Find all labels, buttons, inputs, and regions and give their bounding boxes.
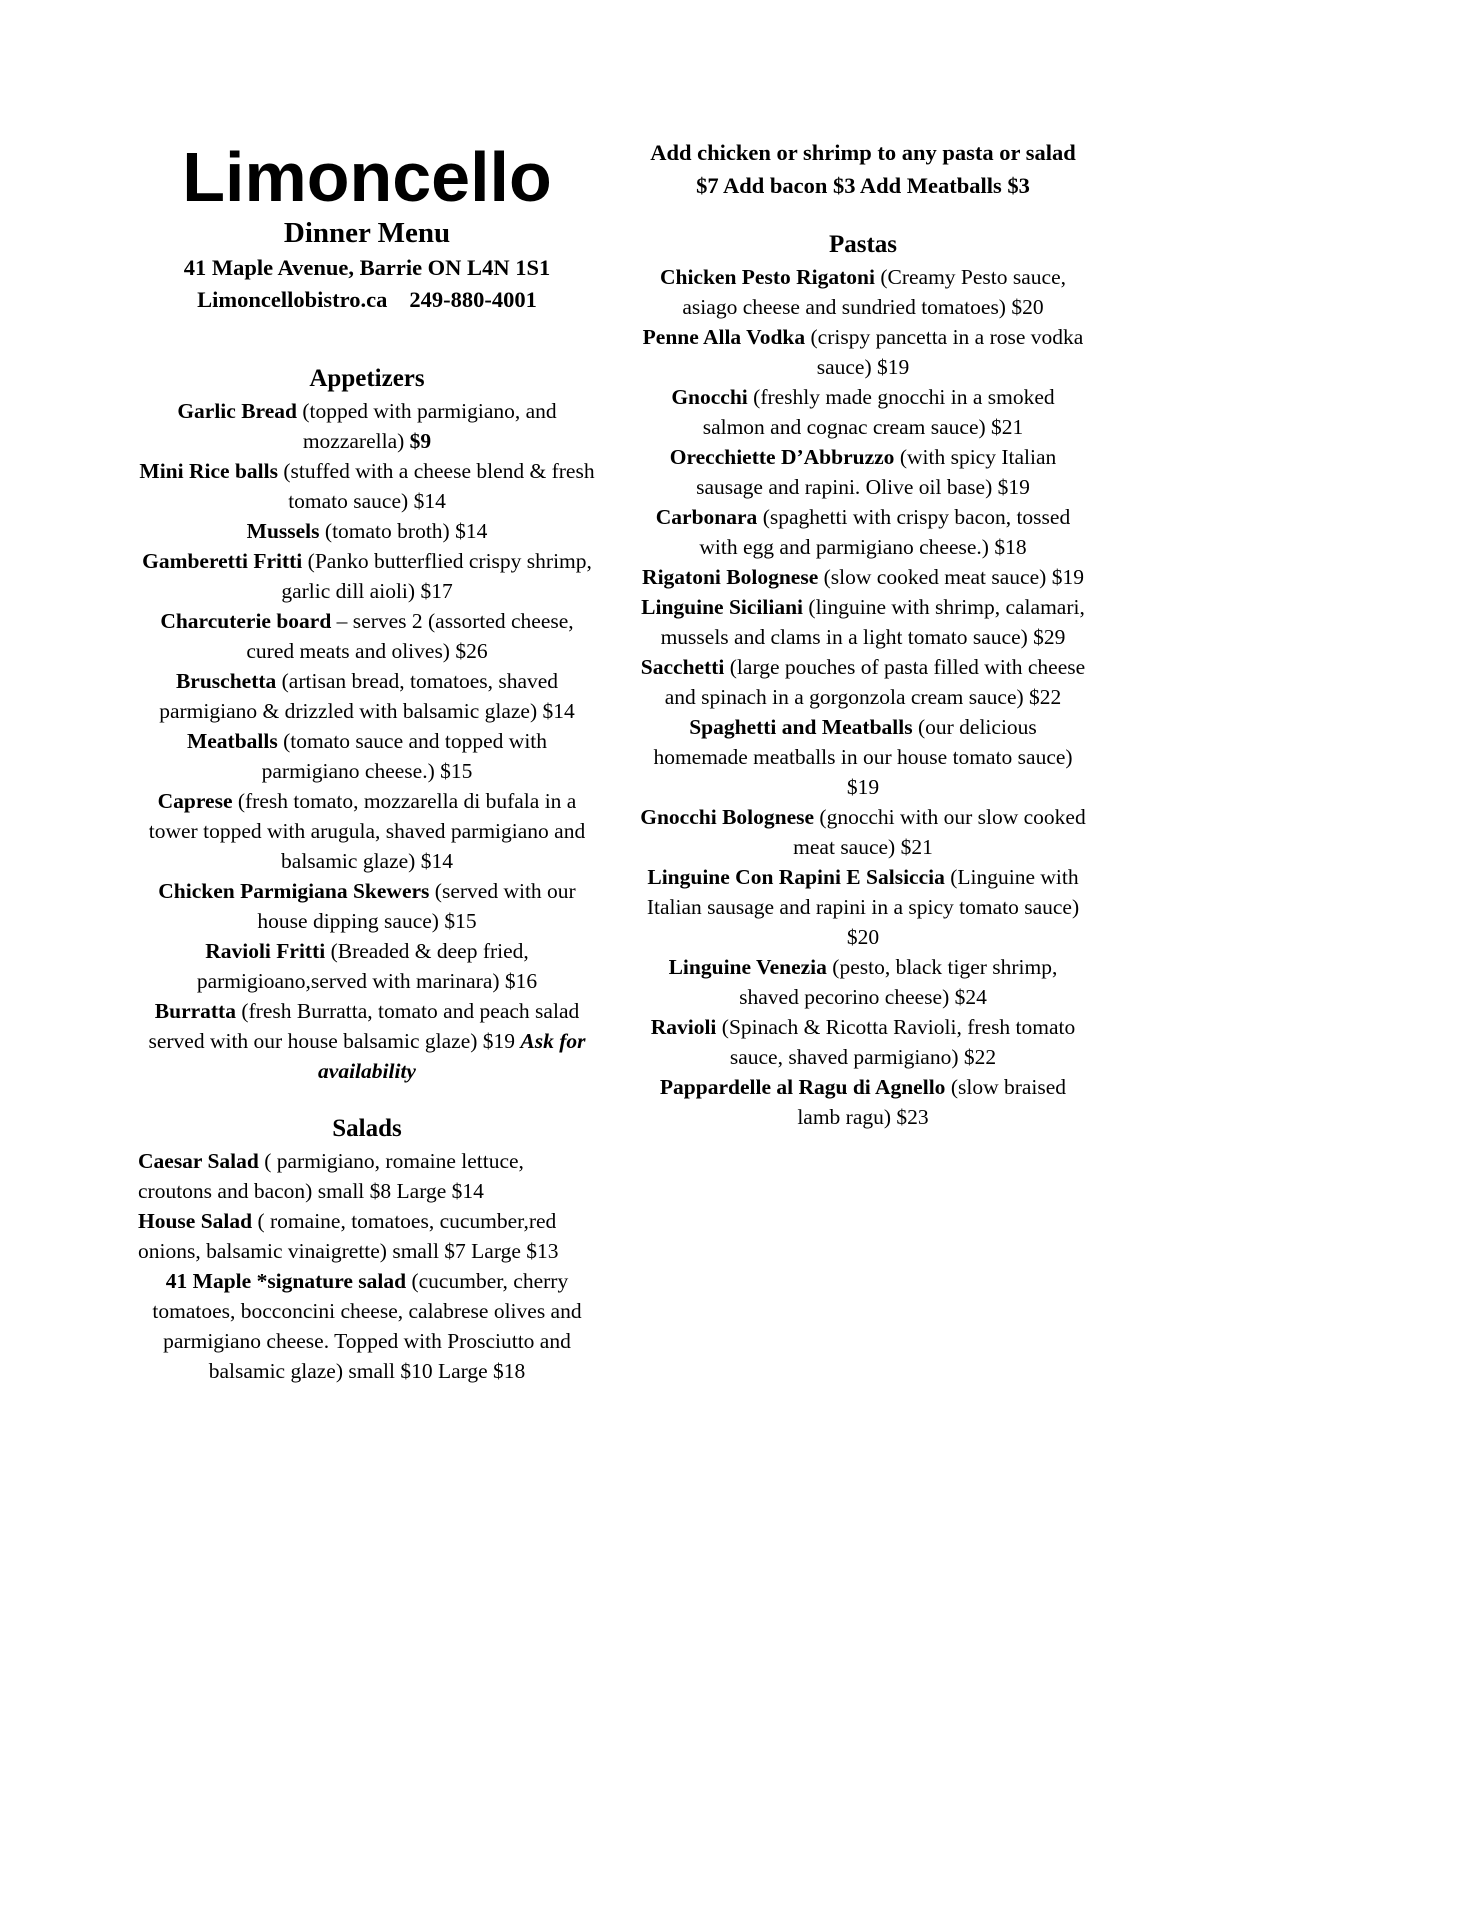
website-text: Limoncellobistro.ca [197, 287, 388, 312]
item-price: $19 [997, 475, 1030, 499]
address-line: 41 Maple Avenue, Barrie ON L4N 1S1 [183, 255, 551, 280]
salads-heading: Salads [332, 1115, 402, 1142]
item-name: Ravioli [650, 1015, 717, 1039]
item-name: Sacchetti [640, 655, 725, 679]
item-name: Mini Rice balls [139, 459, 278, 483]
item-price: $20 [1011, 295, 1044, 319]
item-price: $19 [482, 1029, 516, 1053]
item-name: Penne Alla Vodka [642, 325, 806, 349]
menu-item: Meatballs (tomato sauce and topped with parmigiano cheese.) $15 [186, 729, 548, 783]
menu-item: Chicken Parmigiana Skewers (served with our house dipping sauce) $15 [158, 879, 576, 933]
item-note: Ask for availability [318, 1029, 586, 1083]
item-name: Ravioli Fritti [205, 939, 326, 963]
menu-item: Pappardelle al Ragu di Agnello (slow braised lamb ragu) $23 [659, 1075, 1067, 1129]
right-column [640, 136, 1086, 1132]
item-name: Burratta [154, 999, 236, 1023]
item-name: Caesar Salad [138, 1149, 259, 1173]
pastas-heading: Pastas [828, 231, 898, 258]
menu-item: Chicken Pesto Rigatoni (Creamy Pesto sauce, asiago cheese and sundried tomatoes) $20 [659, 265, 1067, 319]
item-price: $18 [994, 535, 1027, 559]
menu-item: Ravioli (Spinach & Ricotta Ravioli, fresh tomato sauce, shaved parmigiano) $22 [650, 1015, 1076, 1069]
item-price: $21 [991, 415, 1024, 439]
item-name: Linguine Con Rapini E Salsiccia [647, 865, 945, 889]
item-name: Charcuterie board [160, 609, 332, 633]
menu-item: Penne Alla Vodka (crispy pancetta in a rose vodka sauce) $19 [642, 325, 1084, 379]
menu-item: 41 Maple *signature salad (cucumber, cherry tomatoes, bocconcini cheese, calabrese olives and parmigiano cheese. Topped with Prosciutto and balsamic glaze) small $10 Large $18 [152, 1269, 582, 1383]
menu-item: Sacchetti (large pouches of pasta filled with cheese and spinach in a gorgonzola cream sauce) $22 [640, 655, 1086, 709]
menu-item: Spaghetti and Meatballs (our delicious homemade meatballs in our house tomato sauce) $19 [653, 715, 1073, 799]
restaurant-title: Limoncello [182, 138, 552, 216]
item-price: $22 [1029, 685, 1062, 709]
menu-item: Linguine Siciliani (linguine with shrimp, calamari, mussels and clams in a light tomato sauce) $29 [641, 595, 1085, 649]
menu-item: Ravioli Fritti (Breaded & deep fried, parmigioano,served with marinara) $16 [196, 939, 538, 993]
menu-item: House Salad ( romaine, tomatoes, cucumber,red onions, balsamic vinaigrette) small $7 Large $13 [138, 1209, 559, 1263]
item-name: Linguine Venezia [668, 955, 827, 979]
menu-item: Burratta (fresh Burratta, tomato and peach salad served with our house balsamic glaze) $19 Ask for availability [148, 999, 586, 1083]
item-price: $24 [954, 985, 987, 1009]
contact-line [138, 284, 596, 316]
item-price: $14 [420, 849, 453, 873]
left-column [138, 140, 596, 1386]
item-price: $16 [504, 969, 538, 993]
item-name: Carbonara [655, 505, 758, 529]
item-name: Orecchiette D’Abbruzzo [669, 445, 895, 469]
menu-item: Gnocchi (freshly made gnocchi in a smoked salmon and cognac cream sauce) $21 [671, 385, 1055, 439]
pastas-list [640, 262, 1086, 1132]
item-name: Caprese [157, 789, 233, 813]
menu-item: Mussels (tomato broth) $14 [246, 519, 488, 543]
item-price: $9 [409, 429, 432, 453]
menu-item: Orecchiette D’Abbruzzo (with spicy Italian sausage and rapini. Olive oil base) $19 [669, 445, 1057, 499]
item-name: Rigatoni Bolognese [642, 565, 819, 589]
item-price: $29 [1033, 625, 1066, 649]
menu-item: Caesar Salad ( parmigiano, romaine lettuce, croutons and bacon) small $8 Large $14 [138, 1149, 524, 1203]
menu-item: Charcuterie board – serves 2 (assorted cheese, cured meats and olives) $26 [160, 609, 574, 663]
item-name: House Salad [138, 1209, 253, 1233]
item-price: $14 [455, 519, 488, 543]
item-name: Bruschetta [175, 669, 277, 693]
item-name: Mussels [246, 519, 320, 543]
item-name: Chicken Parmigiana Skewers [158, 879, 430, 903]
item-name: Pappardelle al Ragu di Agnello [659, 1075, 946, 1099]
item-name: 41 Maple *signature salad [165, 1269, 407, 1293]
item-name: Meatballs [186, 729, 278, 753]
item-name: Linguine Siciliani [641, 595, 804, 619]
item-price: $19 [846, 775, 880, 799]
phone-number: 249-880-4001 [409, 287, 537, 312]
item-name: Garlic Bread [177, 399, 297, 423]
menu-item: Gamberetti Fritti (Panko butterflied crispy shrimp, garlic dill aioli) $17 [142, 549, 592, 603]
item-price: $15 [440, 759, 473, 783]
item-price: $14 [413, 489, 446, 513]
menu-item: Linguine Con Rapini E Salsiccia (Linguine with Italian sausage and rapini in a spicy tomato sauce) $20 [646, 865, 1080, 949]
item-price: $26 [455, 639, 488, 663]
menu-item: Carbonara (spaghetti with crispy bacon, tossed with egg and parmigiano cheese.) $18 [655, 505, 1071, 559]
menu-item: Bruschetta (artisan bread, tomatoes, shaved parmigiano & drizzled with balsamic glaze) $14 [159, 669, 575, 723]
item-price: $23 [896, 1105, 929, 1129]
menu-item: Linguine Venezia (pesto, black tiger shrimp, shaved pecorino cheese) $24 [668, 955, 1058, 1009]
item-name: Gamberetti Fritti [142, 549, 303, 573]
menu-item: Rigatoni Bolognese (slow cooked meat sauce) $19 [642, 565, 1084, 589]
menu-item: Garlic Bread (topped with parmigiano, and mozzarella) $9 [177, 399, 557, 453]
menu-item: Gnocchi Bolognese (gnocchi with our slow cooked meat sauce) $21 [640, 805, 1086, 859]
item-price: $21 [900, 835, 933, 859]
menu-item: Caprese (fresh tomato, mozzarella di bufala in a tower topped with arugula, shaved parmigiano and balsamic glaze) $14 [148, 789, 586, 873]
item-name: Spaghetti and Meatballs [689, 715, 913, 739]
item-name: Gnocchi Bolognese [640, 805, 815, 829]
salads-list [138, 1146, 596, 1386]
item-price: $22 [963, 1045, 997, 1069]
item-name: Gnocchi [671, 385, 748, 409]
appetizers-list [138, 396, 596, 1086]
menu-item: Mini Rice balls (stuffed with a cheese blend & fresh tomato sauce) $14 [139, 459, 595, 513]
addons-note: Add chicken or shrimp to any pasta or salad $7 Add bacon $3 Add Meatballs $3 [650, 140, 1076, 198]
item-price: $19 [1051, 565, 1084, 589]
item-price: $17 [420, 579, 453, 603]
item-price: $20 [846, 925, 880, 949]
item-price: $15 [444, 909, 477, 933]
item-price: $14 [542, 699, 575, 723]
item-name: Chicken Pesto Rigatoni [659, 265, 875, 289]
menu-subtitle: Dinner Menu [283, 217, 451, 249]
item-price: $19 [877, 355, 910, 379]
appetizers-heading: Appetizers [309, 365, 425, 392]
